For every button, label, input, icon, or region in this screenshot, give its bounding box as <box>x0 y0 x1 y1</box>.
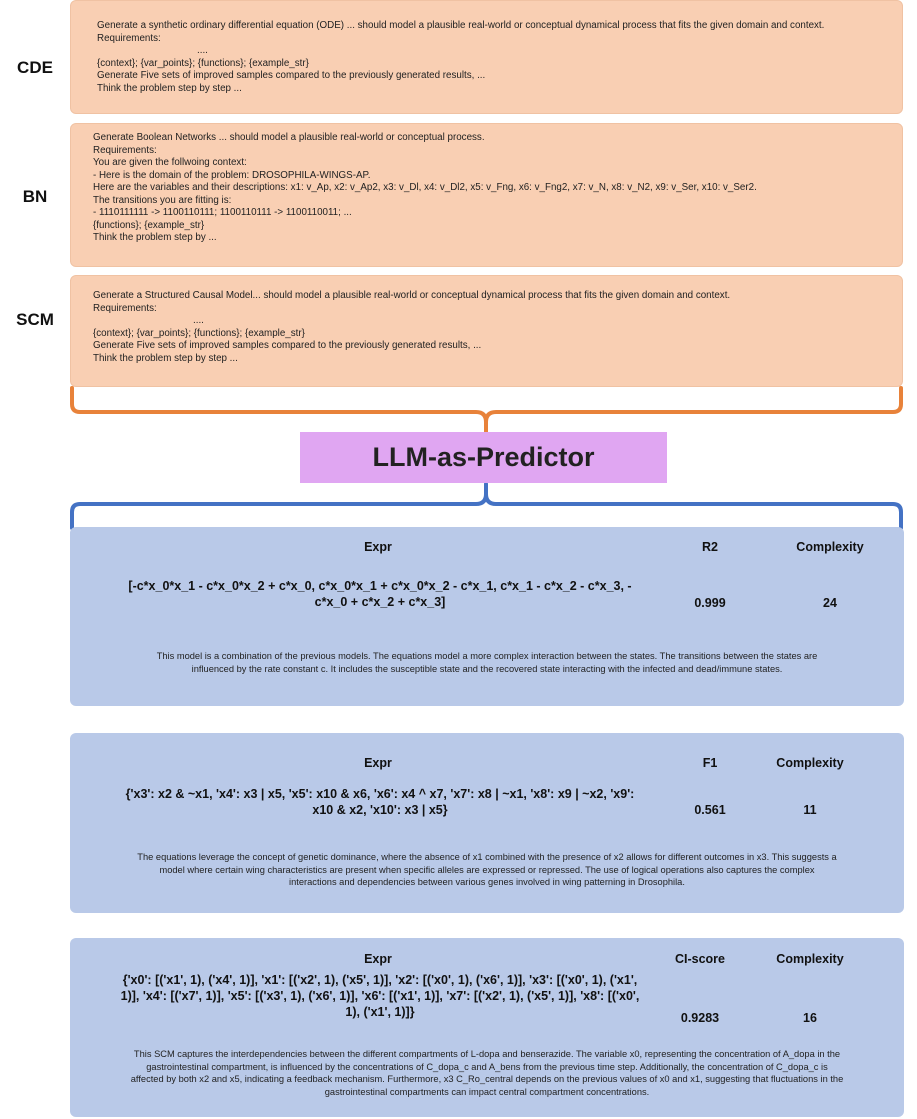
desc-line: This SCM captures the interdependencies between the different compartments of L-dopa and benserazide. The variable x0, representing the concentration of A_dopa in the <box>133 1049 841 1059</box>
desc-line: influenced by the rate constant c. It includes the susceptible state and the recovered state interacting with the infected and dead/immune states. <box>191 663 783 674</box>
prompt-line: Generate a synthetic ordinary differential equation (ODE) ... should model a plausible real-world or conceptual dynamical process that fits the given domain and context. <box>97 20 825 31</box>
desc-line: The equations leverage the concept of genetic dominance, where the absence of x1 combined with the presence of x2 allows for different outcomes in x3. This suggests a <box>137 852 837 862</box>
metric-header: CI-score <box>674 952 726 966</box>
prompt-line: Generate a Structured Causal Model... should model a plausible real-world or conceptual dynamical process that fits the given domain and context. <box>93 290 731 301</box>
complexity-header: Complexity <box>776 952 844 966</box>
description <box>90 650 884 675</box>
prompt-line: Generate Five sets of improved samples compared to the previously generated results, ... <box>97 70 486 81</box>
complexity-header: Complexity <box>796 540 864 554</box>
desc-line: interactions and dependencies between various genes involved in wing patterning in Drosophila. <box>289 877 685 887</box>
complexity-header: Complexity <box>776 756 844 770</box>
result-box-scm <box>70 938 904 1117</box>
prompt-line: - Here is the domain of the problem: DROSOPHILA-WINGS-AP. <box>93 169 371 181</box>
expr-line: c*x_0 + c*x_2 + c*x_3] <box>314 595 446 609</box>
prompt-line: .... <box>193 315 204 326</box>
expr-line: {'x0': [('x1', 1), ('x4', 1)], 'x1': [('x2', 1), ('x5', 1)], 'x2': [('x0', 1), ('x6', 1)], 'x3': [('x0', 1), ('x1', <box>122 973 638 987</box>
llm-predictor-box <box>300 432 667 483</box>
llm-predictor-label: LLM-as-Predictor <box>372 442 595 472</box>
expr-line: 1)], 'x4': [('x7', 1)], 'x5': [('x3', 1), ('x6', 1)], 'x6': [('x1', 1)], 'x7': [('x2', 1), ('x5', 1)], 'x8': [('x0', <box>120 989 640 1003</box>
description <box>90 851 884 889</box>
metric-header: F1 <box>702 756 718 770</box>
prompt-line: .... <box>197 45 208 56</box>
complexity-value: 11 <box>803 803 817 817</box>
prompt-line: Think the problem step by step ... <box>93 352 238 364</box>
prompt-line: The transitions you are fitting is: <box>93 194 232 206</box>
expr-header: Expr <box>364 756 392 770</box>
label-cde: CDE <box>17 58 53 77</box>
desc-line: gastrointestinal compartments can impact central compartment concentrations. <box>324 1086 650 1097</box>
prompt-line: {context}; {var_points}; {functions}; {example_str} <box>97 57 309 69</box>
result-box-cde <box>70 527 904 706</box>
expr-value <box>78 972 682 1020</box>
expr-line: x10 & x2, 'x10': x3 | x5} <box>312 803 448 817</box>
metric-value: 0.561 <box>694 803 726 817</box>
metric-header: R2 <box>702 540 718 554</box>
prompt-line: Generate Five sets of improved samples compared to the previously generated results, ... <box>93 340 482 351</box>
expr-header: Expr <box>364 540 392 554</box>
prompt-line: - 1110111111 -> 1100110111; 1100110111 -> 1100110011; ... <box>93 207 352 218</box>
desc-line: affected by both x2 and x5, indicating a feedback mechanism. Furthermore, x3 C_Ro_central depends on the previous values of x0 and x1, suggesting that fluctuations in the <box>130 1074 844 1084</box>
complexity-value: 16 <box>803 1011 817 1025</box>
blue-brace <box>72 484 901 528</box>
expr-line: {'x3': x2 & ~x1, 'x4': x3 | x5, 'x5': x10 & x6, 'x6': x4 ^ x7, 'x7': x8 | ~x1, 'x8': x9 | ~x2, 'x9': <box>125 787 635 801</box>
label-bn: BN <box>22 187 48 206</box>
prompt-line: Think the problem step by ... <box>93 232 217 243</box>
prompt-line: Requirements: <box>97 32 161 44</box>
prompt-line: Think the problem step by step ... <box>97 82 242 94</box>
expr-line: [-c*x_0*x_1 - c*x_0*x_2 + c*x_0, c*x_0*x_1 + c*x_0*x_2 - c*x_1, c*x_1 - c*x_2 - c*x_3, - <box>128 579 632 593</box>
expr-value <box>80 786 680 818</box>
label-scm: SCM <box>16 310 54 329</box>
prompt-line: Generate Boolean Networks ... should model a plausible real-world or conceptual process. <box>93 132 485 143</box>
complexity-value: 24 <box>823 596 837 610</box>
description <box>82 1048 892 1098</box>
expr-line: 1), ('x1', 1)]} <box>345 1005 415 1019</box>
desc-line: This model is a combination of the previous models. The equations model a more complex interaction between the states. The transitions between the states are <box>156 651 818 661</box>
prompt-line: Here are the variables and their descriptions: x1: v_Ap, x2: v_Ap2, x3: v_Dl, x4: v_Dl2, x5: v_Fng, x6: v_Fng2, x7: v_N, x8: v_N2, x9: v_Ser, x10: v_Ser2. <box>93 182 757 193</box>
prompt-line: You are given the follwoing context: <box>93 157 247 168</box>
metric-value: 0.9283 <box>680 1011 720 1025</box>
desc-line: model where certain wing characteristics are present when specific alleles are expressed or repressed. The use of logical operations also captures the complex <box>159 864 815 875</box>
expr-header: Expr <box>364 952 392 966</box>
orange-brace <box>72 388 901 432</box>
prompt-line: {context}; {var_points}; {functions}; {example_str} <box>93 327 305 339</box>
desc-line: gastrointestinal compartment, is influenced by the concentrations of C_dopa_c and A_bens from the previous time step. Additionally, the concentration of C_dopa_c is <box>146 1061 828 1072</box>
expr-value <box>80 578 680 610</box>
prompt-line: Requirements: <box>93 302 157 314</box>
prompt-line: Requirements: <box>93 144 157 156</box>
result-box-bn <box>70 733 904 913</box>
prompt-line: {functions}; {example_str} <box>93 219 205 231</box>
metric-value: 0.999 <box>694 596 726 610</box>
